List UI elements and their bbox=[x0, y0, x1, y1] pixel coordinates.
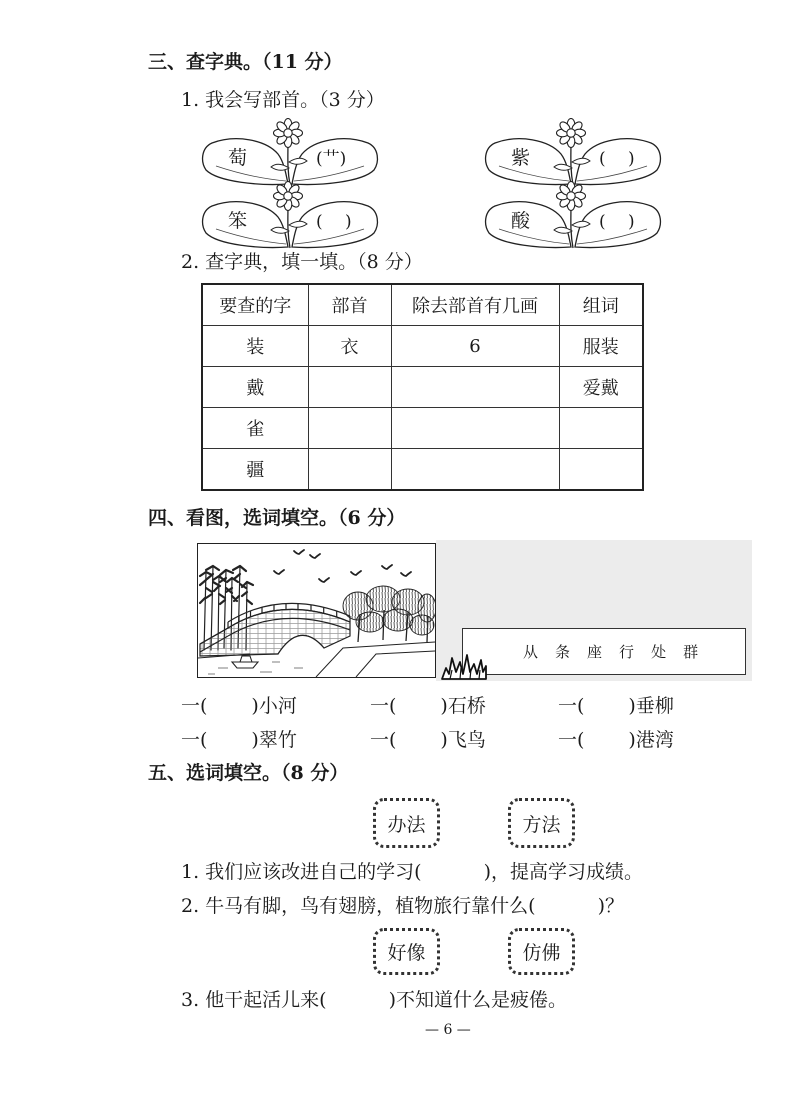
radical-char: 紫 bbox=[511, 147, 531, 169]
sentence-after: )不知道什么是疲倦。 bbox=[388, 989, 568, 1011]
leaf-flower-drawing bbox=[483, 118, 663, 188]
blank-prefix: 一( bbox=[558, 695, 585, 717]
word-choice-box: 方法 bbox=[508, 798, 575, 848]
blank-suffix: )飞鸟 bbox=[440, 729, 486, 751]
word-cell[interactable] bbox=[559, 449, 643, 491]
measure-word-blank bbox=[558, 729, 674, 751]
word-choice-box: 仿佛 bbox=[508, 928, 575, 975]
measure-word-blank bbox=[558, 695, 674, 717]
sentence-before: 2. 牛马有脚，鸟有翅膀，植物旅行靠什么( bbox=[181, 895, 536, 917]
column-header: 要查的字 bbox=[202, 284, 308, 326]
column-header: 部首 bbox=[308, 284, 391, 326]
sentence-item bbox=[181, 989, 567, 1011]
word-choice-box: 好像 bbox=[373, 928, 440, 975]
dictionary-lookup-table bbox=[201, 283, 644, 491]
blank-suffix: )港湾 bbox=[628, 729, 674, 751]
section4-title: 四、看图，选词填空。（6 分） bbox=[148, 507, 406, 529]
blank-prefix: 一( bbox=[558, 729, 585, 751]
section5-title: 五、选词填空。（8 分） bbox=[148, 762, 349, 784]
boat-drawing bbox=[232, 656, 258, 668]
blank-suffix: )翠竹 bbox=[251, 729, 297, 751]
lookup-char-cell: 雀 bbox=[202, 408, 308, 449]
radical-item bbox=[483, 118, 663, 188]
stroke-count-cell[interactable] bbox=[391, 408, 559, 449]
sentence-after: )？ bbox=[597, 895, 625, 917]
word-cell: 服装 bbox=[559, 326, 643, 367]
measure-word-blank bbox=[181, 695, 297, 717]
question1-title: 1. 我会写部首。（3 分） bbox=[181, 89, 385, 111]
blank-prefix: 一( bbox=[181, 729, 208, 751]
radical-item bbox=[483, 181, 663, 251]
word-bank-item: 条 bbox=[555, 643, 571, 661]
column-header: 除去部首有几画 bbox=[391, 284, 559, 326]
scene-drawing bbox=[198, 544, 435, 677]
blank-prefix: 一( bbox=[370, 695, 397, 717]
leaf-flower-drawing bbox=[200, 118, 380, 188]
stroke-count-cell: 6 bbox=[391, 326, 559, 367]
radical-item bbox=[200, 118, 380, 188]
radical-char: 酸 bbox=[511, 210, 531, 232]
word-bank-item: 群 bbox=[683, 643, 699, 661]
blank-prefix: 一( bbox=[370, 729, 397, 751]
leaf-flower-drawing bbox=[483, 181, 663, 251]
measure-word-blank bbox=[370, 729, 486, 751]
page-number: — 6 — bbox=[425, 1022, 471, 1038]
radical-cell: 衣 bbox=[308, 326, 391, 367]
lookup-char-cell: 装 bbox=[202, 326, 308, 367]
table-header-row bbox=[202, 284, 643, 326]
table-row bbox=[202, 408, 643, 449]
grass-icon bbox=[440, 652, 488, 680]
leaf-flower-drawing bbox=[200, 181, 380, 251]
radical-item bbox=[200, 181, 380, 251]
blank-suffix: )垂柳 bbox=[628, 695, 674, 717]
sentence-item bbox=[181, 895, 624, 917]
blank-suffix: )石桥 bbox=[440, 695, 486, 717]
radical-cell[interactable] bbox=[308, 449, 391, 491]
word-bank-item: 从 bbox=[523, 643, 539, 661]
bridge-drawing bbox=[200, 603, 350, 656]
question2-title: 2. 查字典，填一填。（8 分） bbox=[181, 251, 423, 273]
radical-answer-field[interactable]: ( ) bbox=[316, 212, 352, 232]
sentence-item bbox=[181, 861, 643, 883]
table-row bbox=[202, 449, 643, 491]
radical-cell[interactable] bbox=[308, 367, 391, 408]
measure-word-blank bbox=[370, 695, 486, 717]
word-cell: 爱戴 bbox=[559, 367, 643, 408]
word-bank-item: 行 bbox=[619, 643, 635, 661]
radical-char: 笨 bbox=[228, 210, 248, 232]
bird-icons bbox=[274, 550, 411, 582]
lookup-char-cell: 戴 bbox=[202, 367, 308, 408]
radical-char: 萄 bbox=[228, 147, 248, 169]
section3-title: 三、查字典。（11 分） bbox=[148, 51, 343, 73]
radical-cell[interactable] bbox=[308, 408, 391, 449]
blank-prefix: 一( bbox=[181, 695, 208, 717]
blank-suffix: )小河 bbox=[251, 695, 297, 717]
radical-answer-field[interactable]: (艹) bbox=[316, 149, 347, 169]
table-row bbox=[202, 326, 643, 367]
word-bank-box bbox=[462, 628, 746, 675]
lookup-char-cell: 疆 bbox=[202, 449, 308, 491]
willow-drawing bbox=[343, 586, 435, 642]
stroke-count-cell[interactable] bbox=[391, 367, 559, 408]
column-header: 组词 bbox=[559, 284, 643, 326]
word-cell[interactable] bbox=[559, 408, 643, 449]
table-row bbox=[202, 367, 643, 408]
sentence-before: 3. 他干起活儿来( bbox=[181, 989, 327, 1011]
scene-illustration bbox=[197, 543, 436, 678]
stroke-count-cell[interactable] bbox=[391, 449, 559, 491]
sentence-before: 1. 我们应该改进自己的学习( bbox=[181, 861, 422, 883]
sentence-after: )，提高学习成绩。 bbox=[483, 861, 644, 883]
radical-answer-field[interactable]: ( ) bbox=[599, 212, 635, 232]
measure-word-blank bbox=[181, 729, 297, 751]
word-bank-item: 座 bbox=[587, 643, 603, 661]
radical-answer-field[interactable]: ( ) bbox=[599, 149, 635, 169]
word-bank-item: 处 bbox=[651, 643, 667, 661]
word-choice-box: 办法 bbox=[373, 798, 440, 848]
